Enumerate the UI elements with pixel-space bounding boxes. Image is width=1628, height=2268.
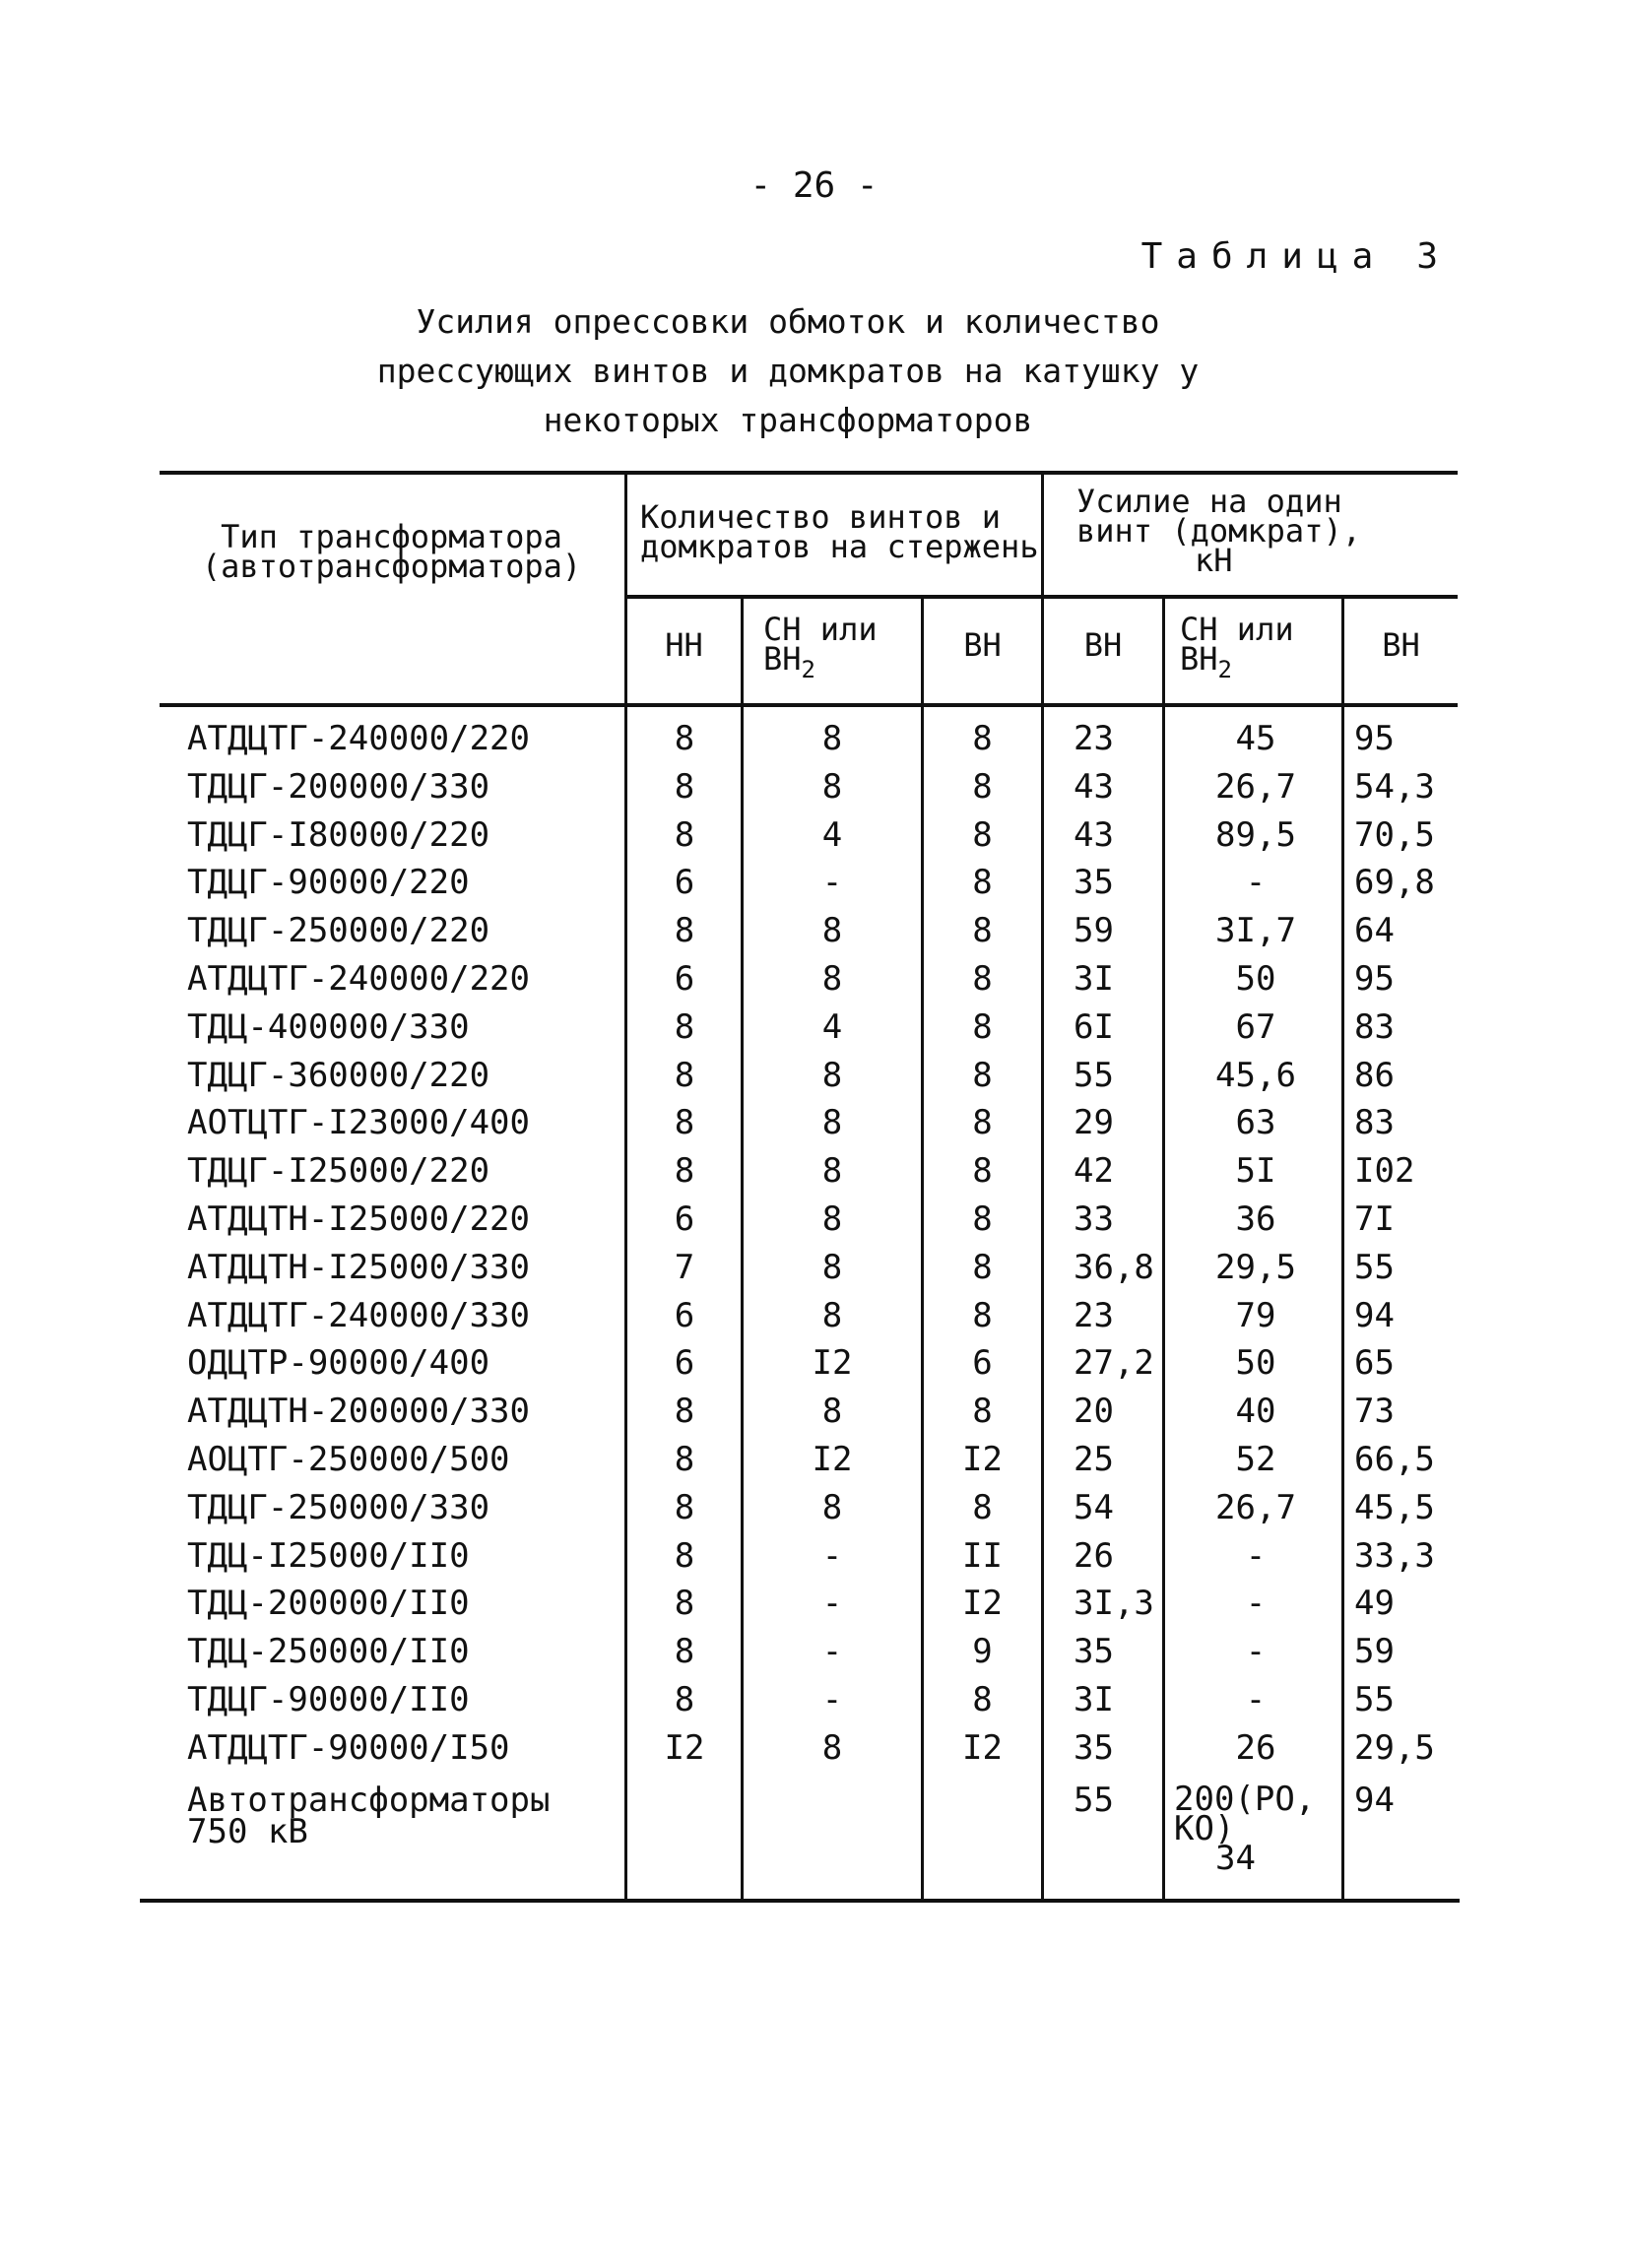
cell-count-sn: 4 xyxy=(821,814,843,855)
cell-force-vn2: 69,8 xyxy=(1354,863,1435,903)
cell-force-vn2: 66,5 xyxy=(1354,1440,1435,1479)
cell-force-vn: 25 xyxy=(1074,1440,1114,1479)
table-label-word: Таблица xyxy=(1140,236,1388,277)
cell-count-vn: 8 xyxy=(972,1006,993,1047)
cell-count-sn: 8 xyxy=(821,1055,843,1095)
cell-force-sn: - xyxy=(1245,1535,1267,1576)
cell-count-sn: I2 xyxy=(812,1343,853,1384)
cell-count-nn: 6 xyxy=(674,1295,695,1335)
cell-force-sn: - xyxy=(1245,1632,1267,1672)
cell-count-vn: 8 xyxy=(972,1247,993,1287)
cell-count-sn: 8 xyxy=(821,719,843,758)
cell-count-vn: 8 xyxy=(972,1392,993,1432)
cell-count-sn: 8 xyxy=(821,1727,843,1768)
cell-count-sn: 8 xyxy=(821,1392,843,1432)
cell-count-nn: 6 xyxy=(674,1199,695,1239)
cell-force-vn: 35 xyxy=(1074,1727,1114,1768)
cell-force-vn: 23 xyxy=(1074,719,1114,758)
cell-force-vn: 42 xyxy=(1074,1151,1114,1192)
cell-type: АТДЦТГ-240000/330 xyxy=(187,1295,530,1335)
header-force: Усилие на один винт (домкрат), кН xyxy=(1076,483,1361,579)
cell-type: АТДЦТГ-240000/220 xyxy=(187,719,530,758)
header-vn-force: ВН xyxy=(1083,626,1123,664)
cell-type: ТДЦГ-360000/220 xyxy=(187,1055,490,1095)
cell-count-nn: 8 xyxy=(674,1440,695,1479)
cell-type: ОДЦТР-90000/400 xyxy=(187,1343,490,1384)
cell-count-nn: 7 xyxy=(674,1247,695,1287)
cell-count-nn: 6 xyxy=(674,1343,695,1384)
cell-force-sn: 89,5 xyxy=(1215,814,1296,855)
cell-force-sn: 63 xyxy=(1235,1103,1276,1143)
cell-count-nn: 8 xyxy=(674,1392,695,1432)
column-divider xyxy=(921,597,924,1901)
cell-count-nn: I2 xyxy=(664,1727,705,1768)
cell-force-vn2: 95 xyxy=(1354,959,1395,999)
cell-count-vn: 8 xyxy=(972,863,993,903)
caption-line: некоторых трансформаторов xyxy=(543,401,1033,439)
table-label xyxy=(985,236,1438,277)
cell-count-nn: 6 xyxy=(674,863,695,903)
cell-force-vn: 54 xyxy=(1074,1487,1114,1527)
cell-count-sn: - xyxy=(821,1632,843,1672)
cell-force-sn: - xyxy=(1245,1680,1267,1719)
cell-count-vn: 8 xyxy=(972,814,993,855)
cell-force-vn2: I02 xyxy=(1354,1151,1415,1192)
cell-count-sn: - xyxy=(821,1584,843,1624)
cell-force-sn: 29,5 xyxy=(1215,1247,1296,1287)
cell-count-nn: 8 xyxy=(674,1535,695,1576)
cell-type: АОТЦТГ-I23000/400 xyxy=(187,1103,530,1143)
cell-force-vn: 59 xyxy=(1074,911,1114,951)
cell-force-vn2: 65 xyxy=(1354,1343,1395,1384)
cell-count-nn: 8 xyxy=(674,1584,695,1624)
last-row-force-vn2: 94 xyxy=(1354,1781,1395,1820)
cell-count-nn: 8 xyxy=(674,1487,695,1527)
cell-force-vn2: 73 xyxy=(1354,1392,1395,1432)
header-count: Количество винтов и домкратов на стержень xyxy=(640,498,1039,565)
cell-force-vn2: 83 xyxy=(1354,1103,1395,1143)
cell-force-sn: 26 xyxy=(1235,1727,1276,1768)
cell-type: ТДЦ-200000/II0 xyxy=(187,1584,470,1624)
header-vn-force-last: ВН xyxy=(1382,626,1420,664)
cell-force-vn2: 55 xyxy=(1354,1247,1395,1287)
cell-type: АОЦТГ-250000/500 xyxy=(187,1440,510,1479)
header-type: Тип трансформатора (автотрансформатора) xyxy=(201,518,582,585)
cell-force-sn: - xyxy=(1245,863,1267,903)
cell-count-nn: 8 xyxy=(674,814,695,855)
cell-count-vn: 8 xyxy=(972,959,993,999)
table-caption xyxy=(295,297,1280,445)
cell-force-vn: 55 xyxy=(1074,1055,1114,1095)
cell-type: ТДЦГ-90000/220 xyxy=(187,863,470,903)
cell-force-sn: 79 xyxy=(1235,1295,1276,1335)
column-divider xyxy=(624,473,627,1901)
cell-count-nn: 8 xyxy=(674,1680,695,1719)
cell-force-sn: 45 xyxy=(1235,719,1276,758)
cell-force-vn: 20 xyxy=(1074,1392,1114,1432)
cell-force-vn2: 86 xyxy=(1354,1055,1395,1095)
cell-count-vn: 8 xyxy=(972,1295,993,1335)
cell-force-vn2: 64 xyxy=(1354,911,1395,951)
cell-force-vn: 43 xyxy=(1074,766,1114,807)
cell-type: АТДЦТГ-240000/220 xyxy=(187,959,530,999)
last-row-type: Автотрансформаторы 750 кВ xyxy=(187,1781,551,1851)
cell-count-sn: 8 xyxy=(821,1247,843,1287)
cell-count-sn: 8 xyxy=(821,1295,843,1335)
cell-force-vn: 6I xyxy=(1074,1006,1114,1047)
cell-count-vn: 9 xyxy=(972,1632,993,1672)
cell-force-vn2: 49 xyxy=(1354,1584,1395,1624)
cell-force-vn: 3I xyxy=(1074,959,1114,999)
cell-type: ТДЦ-250000/II0 xyxy=(187,1632,470,1672)
cell-count-sn: 8 xyxy=(821,1103,843,1143)
cell-force-vn2: 70,5 xyxy=(1354,814,1435,855)
cell-count-nn: 8 xyxy=(674,1632,695,1672)
cell-count-nn: 8 xyxy=(674,1006,695,1047)
cell-force-vn2: 54,3 xyxy=(1354,766,1435,807)
cell-force-vn: 3I,3 xyxy=(1074,1584,1154,1624)
cell-type: АТДЦТГ-90000/I50 xyxy=(187,1727,510,1768)
cell-type: АТДЦТН-I25000/330 xyxy=(187,1247,530,1287)
cell-count-sn: - xyxy=(821,863,843,903)
cell-count-sn: 8 xyxy=(821,1199,843,1239)
cell-force-vn2: 29,5 xyxy=(1354,1727,1435,1768)
cell-force-sn: 36 xyxy=(1235,1199,1276,1239)
cell-force-vn2: 7I xyxy=(1354,1199,1395,1239)
page-number: - 26 - xyxy=(749,165,879,206)
cell-force-sn: 45,6 xyxy=(1215,1055,1296,1095)
cell-force-vn2: 33,3 xyxy=(1354,1535,1435,1576)
cell-type: ТДЦ-400000/330 xyxy=(187,1006,470,1047)
cell-count-vn: 8 xyxy=(972,1103,993,1143)
cell-count-nn: 8 xyxy=(674,719,695,758)
cell-count-sn: 8 xyxy=(821,766,843,807)
cell-type: АТДЦТН-I25000/220 xyxy=(187,1199,530,1239)
cell-force-vn: 43 xyxy=(1074,814,1114,855)
cell-force-vn2: 94 xyxy=(1354,1295,1395,1335)
cell-type: АТДЦТН-200000/330 xyxy=(187,1392,530,1432)
cell-count-sn: - xyxy=(821,1535,843,1576)
cell-force-sn: 52 xyxy=(1235,1440,1276,1479)
cell-force-vn2: 83 xyxy=(1354,1006,1395,1047)
cell-type: ТДЦГ-90000/II0 xyxy=(187,1680,470,1719)
last-row-force-vn: 55 xyxy=(1074,1781,1114,1820)
cell-force-sn: 5I xyxy=(1235,1151,1276,1192)
cell-type: ТДЦ-I25000/II0 xyxy=(187,1535,470,1576)
cell-type: ТДЦГ-I80000/220 xyxy=(187,814,490,855)
cell-count-vn: 8 xyxy=(972,766,993,807)
cell-count-vn: II xyxy=(962,1535,1003,1576)
cell-count-sn: 4 xyxy=(821,1006,843,1047)
header-sn: СН или $ВН_2$ xyxy=(763,611,878,683)
cell-force-vn: 26 xyxy=(1074,1535,1114,1576)
header-nn: НН xyxy=(665,626,703,664)
cell-force-sn: 3I,7 xyxy=(1215,911,1296,951)
table-top-rule xyxy=(160,471,1458,475)
cell-count-sn: - xyxy=(821,1680,843,1719)
cell-type: ТДЦГ-I25000/220 xyxy=(187,1151,490,1192)
cell-force-sn: 50 xyxy=(1235,959,1276,999)
cell-count-vn: 8 xyxy=(972,1487,993,1527)
cell-force-vn: 29 xyxy=(1074,1103,1114,1143)
cell-force-vn: 35 xyxy=(1074,1632,1114,1672)
cell-count-nn: 8 xyxy=(674,1103,695,1143)
cell-count-vn: I2 xyxy=(962,1584,1003,1624)
cell-force-vn: 36,8 xyxy=(1074,1247,1154,1287)
cell-force-vn: 3I xyxy=(1074,1680,1114,1719)
cell-force-sn: 67 xyxy=(1235,1006,1276,1047)
cell-type: ТДЦГ-200000/330 xyxy=(187,766,490,807)
cell-force-vn2: 45,5 xyxy=(1354,1487,1435,1527)
cell-force-sn: 26,7 xyxy=(1215,766,1296,807)
cell-force-vn: 35 xyxy=(1074,863,1114,903)
cell-force-vn: 23 xyxy=(1074,1295,1114,1335)
header-vn: ВН xyxy=(963,626,1002,664)
cell-force-vn2: 55 xyxy=(1354,1680,1395,1719)
cell-count-nn: 8 xyxy=(674,911,695,951)
cell-count-nn: 8 xyxy=(674,1055,695,1095)
cell-force-vn: 27,2 xyxy=(1074,1343,1154,1384)
cell-count-sn: 8 xyxy=(821,1487,843,1527)
last-row-force-sn: 200(РО, КО) 34 xyxy=(1174,1780,1316,1878)
cell-count-vn: I2 xyxy=(962,1440,1003,1479)
header-sn-force: СН или $ВН_2$ xyxy=(1180,611,1294,683)
table-label-number: 3 xyxy=(1416,236,1438,277)
cell-count-vn: I2 xyxy=(962,1727,1003,1768)
cell-count-sn: 8 xyxy=(821,1151,843,1192)
cell-count-nn: 8 xyxy=(674,1151,695,1192)
cell-force-sn: - xyxy=(1245,1584,1267,1624)
cell-type: ТДЦГ-250000/220 xyxy=(187,911,490,951)
cell-count-vn: 8 xyxy=(972,719,993,758)
caption-line: Усилия опрессовки обмоток и количество xyxy=(416,302,1160,341)
header-bottom-rule xyxy=(160,703,1458,707)
cell-force-vn2: 59 xyxy=(1354,1632,1395,1672)
cell-force-sn: 26,7 xyxy=(1215,1487,1296,1527)
cell-count-vn: 8 xyxy=(972,1680,993,1719)
column-divider xyxy=(1041,473,1044,1901)
cell-force-vn: 33 xyxy=(1074,1199,1114,1239)
cell-force-vn2: 95 xyxy=(1354,719,1395,758)
cell-count-sn: 8 xyxy=(821,911,843,951)
cell-count-nn: 6 xyxy=(674,959,695,999)
cell-force-sn: 50 xyxy=(1235,1343,1276,1384)
cell-count-sn: I2 xyxy=(812,1440,853,1479)
table-bottom-rule xyxy=(140,1899,1460,1903)
cell-count-vn: 6 xyxy=(972,1343,993,1384)
cell-type: ТДЦГ-250000/330 xyxy=(187,1487,490,1527)
cell-count-vn: 8 xyxy=(972,911,993,951)
cell-count-vn: 8 xyxy=(972,1055,993,1095)
cell-count-vn: 8 xyxy=(972,1199,993,1239)
cell-count-sn: 8 xyxy=(821,959,843,999)
cell-force-sn: 40 xyxy=(1235,1392,1276,1432)
cell-count-vn: 8 xyxy=(972,1151,993,1192)
caption-line: прессующих винтов и домкратов на катушку у xyxy=(376,352,1200,390)
cell-count-nn: 8 xyxy=(674,766,695,807)
